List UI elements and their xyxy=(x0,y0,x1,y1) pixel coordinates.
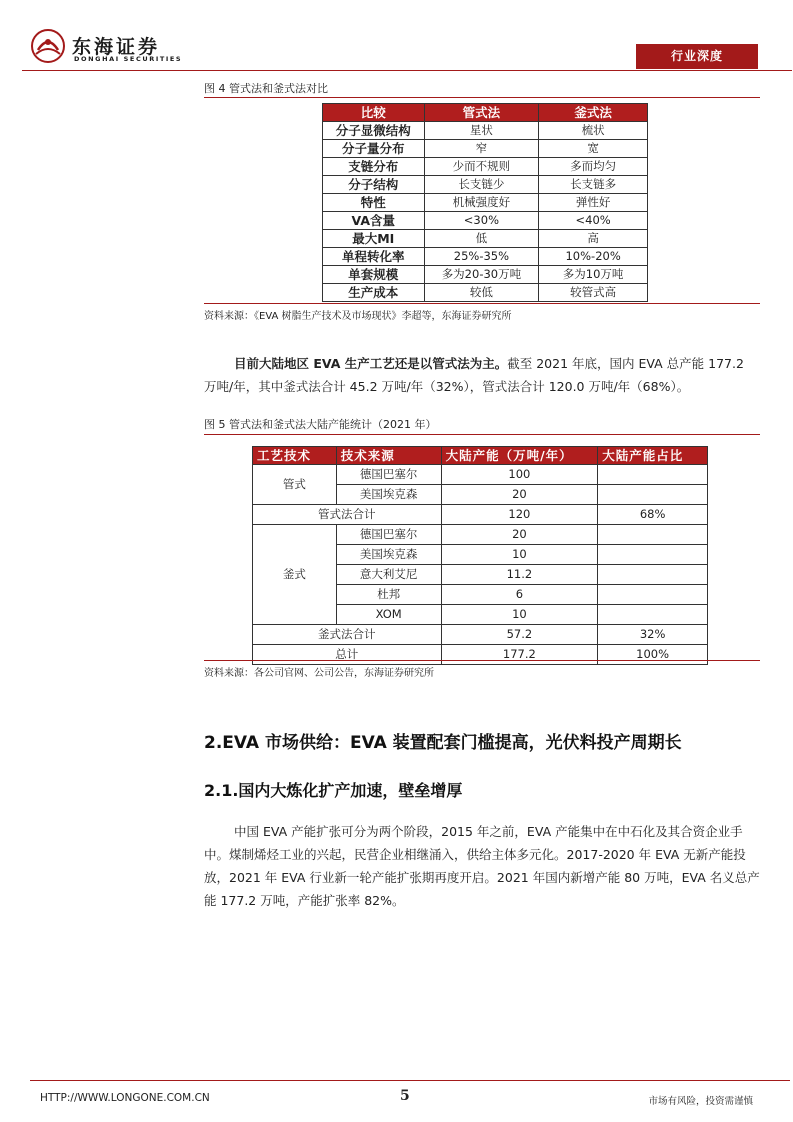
row-label: 分子显微结构 xyxy=(323,122,425,140)
paragraph-capacity-summary xyxy=(204,352,760,398)
share-cell xyxy=(598,585,708,605)
capacity-cell: 20 xyxy=(441,525,598,545)
cell: 少而不规则 xyxy=(424,158,539,176)
share-cell xyxy=(598,605,708,625)
cell: 较低 xyxy=(424,284,539,302)
cell: 宽 xyxy=(539,140,648,158)
row-label: 生产成本 xyxy=(323,284,425,302)
table-row xyxy=(323,266,648,284)
row-label: 支链分布 xyxy=(323,158,425,176)
table-row xyxy=(323,248,648,266)
table-header-cell: 技术来源 xyxy=(336,447,441,465)
cell: 多为20-30万吨 xyxy=(424,266,539,284)
footer-divider xyxy=(30,1080,790,1081)
table-header-cell: 管式法 xyxy=(424,104,539,122)
source-cell: 美国埃克森 xyxy=(336,485,441,505)
share-cell xyxy=(598,545,708,565)
source-cell: 杜邦 xyxy=(336,585,441,605)
cell: 多而均匀 xyxy=(539,158,648,176)
source-cell: 美国埃克森 xyxy=(336,545,441,565)
cell: 多为10万吨 xyxy=(539,266,648,284)
figure4-table xyxy=(322,103,648,302)
logo-text-cn: 东海证券 xyxy=(72,36,161,58)
table-row xyxy=(323,122,648,140)
cell: 长支链少 xyxy=(424,176,539,194)
table-row xyxy=(253,465,708,485)
section-2-heading: 2.EVA 市场供给：EVA 装置配套门槛提高，光伏料投产周期长 xyxy=(204,733,682,753)
share-cell: 100% xyxy=(598,645,708,665)
share-cell xyxy=(598,525,708,545)
table-row xyxy=(323,212,648,230)
company-logo xyxy=(30,26,190,66)
capacity-cell: 6 xyxy=(441,585,598,605)
table-header-cell: 工艺技术 xyxy=(253,447,337,465)
row-label: 分子量分布 xyxy=(323,140,425,158)
share-cell xyxy=(598,465,708,485)
logo-text-en: DONGHAI SECURITIES xyxy=(74,55,183,63)
table-row xyxy=(323,140,648,158)
capacity-cell: 120 xyxy=(441,505,598,525)
table-row xyxy=(323,284,648,302)
subtotal-label: 釜式法合计 xyxy=(253,625,442,645)
figure5-title: 图 5 管式法和釜式法大陆产能统计（2021 年） xyxy=(204,418,437,431)
cell: 梳状 xyxy=(539,122,648,140)
capacity-cell: 11.2 xyxy=(441,565,598,585)
process-label-kettle: 釜式 xyxy=(253,525,337,625)
table-row xyxy=(323,230,648,248)
subtotal-label: 管式法合计 xyxy=(253,505,442,525)
cell: 25%-35% xyxy=(424,248,539,266)
table-header-row xyxy=(253,447,708,465)
row-label: 分子结构 xyxy=(323,176,425,194)
row-label: VA含量 xyxy=(323,212,425,230)
cell: 窄 xyxy=(424,140,539,158)
logo-emblem-icon xyxy=(30,28,66,64)
cell: 机械强度好 xyxy=(424,194,539,212)
cell: <30% xyxy=(424,212,539,230)
source-cell: 德国巴塞尔 xyxy=(336,465,441,485)
row-label: 最大MI xyxy=(323,230,425,248)
row-label: 特性 xyxy=(323,194,425,212)
cell: 较管式高 xyxy=(539,284,648,302)
table-row xyxy=(323,158,648,176)
row-label: 单程转化率 xyxy=(323,248,425,266)
table-row xyxy=(323,194,648,212)
capacity-cell: 57.2 xyxy=(441,625,598,645)
source-cell: 意大利艾尼 xyxy=(336,565,441,585)
table-header-cell: 比较 xyxy=(323,104,425,122)
figure4-source: 资料来源：《EVA 树脂生产技术及市场现状》李超等，东海证券研究所 xyxy=(204,311,512,322)
share-cell: 68% xyxy=(598,505,708,525)
table-row-subtotal xyxy=(253,505,708,525)
paragraph-capacity-expansion: 中国 EVA 产能扩张可分为两个阶段，2015 年之前，EVA 产能集中在中石化及其合资企业手中。煤制烯烃工业的兴起，民营企业相继涌入，供给主体多元化。2017-2020 年 EVA 无新产能投放，2021 年 EVA 行业新一轮产能扩张期再度开启。2021 年国内新增产能 80 万吨，EVA 名义总产能 177.2 万吨，产能扩张率 82%。 xyxy=(204,824,760,908)
source-cell: XOM xyxy=(336,605,441,625)
share-cell xyxy=(598,485,708,505)
header-divider xyxy=(22,70,792,71)
cell: 星状 xyxy=(424,122,539,140)
figure5-source: 资料来源：各公司官网、公司公告，东海证券研究所 xyxy=(204,668,434,679)
figure4-title-rule xyxy=(204,97,760,98)
figure4-title: 图 4 管式法和釜式法对比 xyxy=(204,82,328,95)
table-header-cell: 大陆产能占比 xyxy=(598,447,708,465)
figure4-source-rule xyxy=(204,303,760,304)
figure5-table xyxy=(252,446,708,665)
paragraph-lead: 目前大陆地区 EVA 生产工艺还是以管式法为主。 xyxy=(234,356,508,371)
risk-disclaimer: 市场有风险，投资需谨慎 xyxy=(648,1096,753,1107)
table-header-cell: 大陆产能（万吨/年） xyxy=(441,447,598,465)
capacity-cell: 177.2 xyxy=(441,645,598,665)
total-label: 总计 xyxy=(253,645,442,665)
row-label: 单套规模 xyxy=(323,266,425,284)
cell: 低 xyxy=(424,230,539,248)
capacity-cell: 100 xyxy=(441,465,598,485)
table-header-row xyxy=(323,104,648,122)
footer-url-link[interactable]: HTTP://WWW.LONGONE.COM.CN xyxy=(40,1092,210,1104)
capacity-cell: 10 xyxy=(441,545,598,565)
table-row-subtotal xyxy=(253,625,708,645)
cell: <40% xyxy=(539,212,648,230)
paragraph-body: 截至 2021 年底，国内 EVA 总产能 177.2 万吨/年，其中釜式法合计 45.2 万吨/年（32%），管式法合计 120.0 万吨/年（68%）。 xyxy=(204,356,744,394)
section-2-1-heading: 2.1.国内大炼化扩产加速，壁垒增厚 xyxy=(204,781,463,800)
cell: 10%-20% xyxy=(539,248,648,266)
table-row-total xyxy=(253,645,708,665)
share-cell: 32% xyxy=(598,625,708,645)
cell: 长支链多 xyxy=(539,176,648,194)
capacity-cell: 20 xyxy=(441,485,598,505)
cell: 弹性好 xyxy=(539,194,648,212)
cell: 高 xyxy=(539,230,648,248)
source-cell: 德国巴塞尔 xyxy=(336,525,441,545)
capacity-cell: 10 xyxy=(441,605,598,625)
figure5-title-rule xyxy=(204,434,760,435)
process-label-tube: 管式 xyxy=(253,465,337,505)
figure5-source-rule xyxy=(204,660,760,661)
page-number: 5 xyxy=(400,1088,410,1104)
table-row xyxy=(253,525,708,545)
report-type-tag: 行业深度 xyxy=(636,44,758,69)
share-cell xyxy=(598,565,708,585)
table-header-cell: 釜式法 xyxy=(539,104,648,122)
table-row xyxy=(323,176,648,194)
